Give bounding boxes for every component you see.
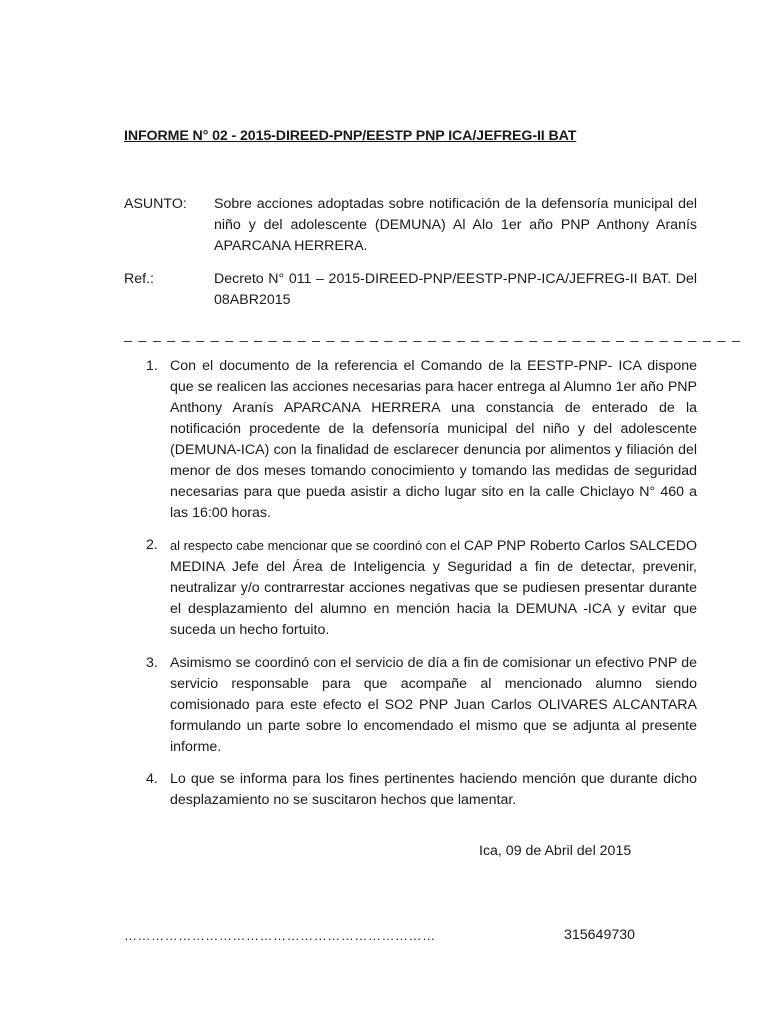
list-item-rest: CAP PNP Roberto Carlos SALCEDO MEDINA Jefe del Área de Inteligencia y Seguridad a fin de detectar, prevenir, neutralizar y/o contrarrestar acciones negativas que se pudiesen presentar durante el desplazamiento del alumno en mención hacia la DEMUNA -ICA y evitar que suceda un hecho fortuito.: [170, 538, 697, 638]
list-item-number: 3.: [146, 655, 158, 671]
report-title: INFORME N° 02 - 2015-DIREED-PNP/EESTP PNP ICA/JEFREG-II BAT: [124, 128, 577, 144]
list-item-number: 2.: [146, 537, 158, 553]
separator-line: _ _ _ _ _ _ _ _ _ _ _ _ _ _ _ _ _ _ _ _ _ _ _ _ _ _ _ _ _ _ _ _ _ _ _ _ _ _ _ _ _ _ _: [124, 326, 742, 342]
list-item-text: Con el documento de la referencia el Comando de la EESTP-PNP- ICA dispone que se realicen las acciones necesarias para hacer entrega al Alumno 1er año PNP Anthony Aranís APARCANA HERRERA una constancia de enterado de la notificación procedente de la defensoría municipal del niño y del adolescente (DEMUNA-ICA) con la finalidad de esclarecer denuncia por alimentos y filiación del menor de dos meses tomando conocimiento y tomando las medidas de seguridad necesarias para que pueda asistir a dicho lugar sito en la calle Chiclayo N° 460 a las 16:00 horas.: [170, 358, 697, 521]
list-item-text: Lo que se informa para los fines pertinentes haciendo mención que durante dicho desplazamiento no se suscitaron hechos que lamentar.: [170, 771, 697, 808]
asunto-label: ASUNTO:: [124, 196, 187, 212]
list-item-number: 4.: [146, 771, 158, 787]
list-item-lead: al respecto cabe mencionar que se coordinó con el: [170, 538, 460, 553]
asunto-text: Sobre acciones adoptadas sobre notificación de la defensoría municipal del niño y del adolescente (DEMUNA) Al Alo 1er año PNP Anthony Aranís APARCANA HERRERA.: [214, 196, 697, 254]
list-item-number: 1.: [146, 358, 158, 374]
list-item-text: Asimismo se coordinó con el servicio de día a fin de comisionar un efectivo PNP de servicio responsable para que acompañe al mencionado alumno siendo comisionado para este efecto el SO2 PNP Juan Carlos OLIVARES ALCANTARA formulando un parte sobre lo encomendado el mismo que se adjunta al presente informe.: [170, 655, 697, 755]
list-item-text: [170, 535, 697, 641]
ref-text: Decreto N° 011 – 2015-DIREED-PNP/EESTP-PNP-ICA/JEFREG-II BAT. Del 08ABR2015: [214, 271, 697, 308]
place-date: Ica, 09 de Abril del 2015: [479, 843, 632, 859]
id-code: 315649730: [564, 927, 636, 943]
signature-line: ……………………………………………………………: [124, 928, 436, 943]
ref-label: Ref.:: [124, 271, 154, 287]
